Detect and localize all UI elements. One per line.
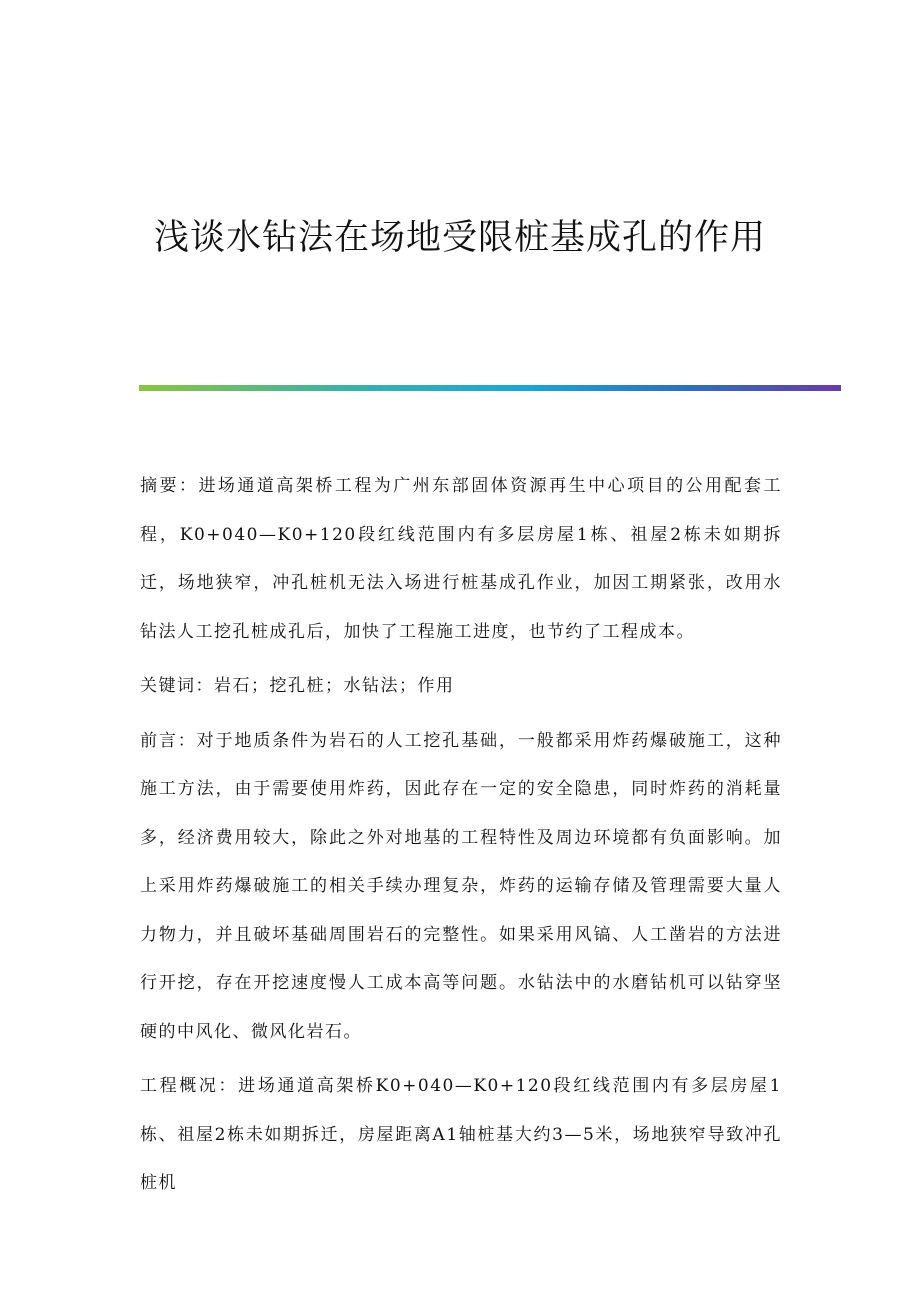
document-title: 浅谈水钻法在场地受限桩基成孔的作用 bbox=[153, 218, 766, 258]
overview-paragraph: 工程概况：进场通道高架桥K0+040—K0+120段红线范围内有多层房屋1栋、祖屋2栋未如期拆迁，房屋距离A1轴桩基大约3—5米，场地狭窄导致冲孔桩机 bbox=[140, 1076, 782, 1193]
keywords-paragraph: 关键词：岩石；挖孔桩；水钻法；作用 bbox=[140, 676, 455, 696]
document-body bbox=[140, 462, 782, 1214]
preface-paragraph: 前言：对于地质条件为岩石的人工挖孔基础，一般都采用炸药爆破施工，这种施工方法，由于需要使用炸药，因此存在一定的安全隐患，同时炸药的消耗量多，经济费用较大，除此之外对地基的工程特性及周边环境都有负面影响。加上采用炸药爆破施工的相关手续办理复杂，炸药的运输存储及管理需要大量人力物力，并且破坏基础周围岩石的完整性。如果采用风镐、人工凿岩的方法进行开挖，存在开挖速度慢人工成本高等问题。水钻法中的水磨钻机可以钻穿坚硬的中风化、微风化岩石。 bbox=[140, 730, 782, 1042]
title-divider bbox=[139, 385, 841, 391]
abstract-paragraph: 摘要：进场通道高架桥工程为广州东部固体资源再生中心项目的公用配套工程，K0+040—K0+120段红线范围内有多层房屋1栋、祖屋2栋未如期拆迁，场地狭窄，冲孔桩机无法入场进行桩基成孔作业，加因工期紧张，改用水钻法人工挖孔桩成孔后，加快了工程施工进度，也节约了工程成本。 bbox=[140, 476, 782, 642]
